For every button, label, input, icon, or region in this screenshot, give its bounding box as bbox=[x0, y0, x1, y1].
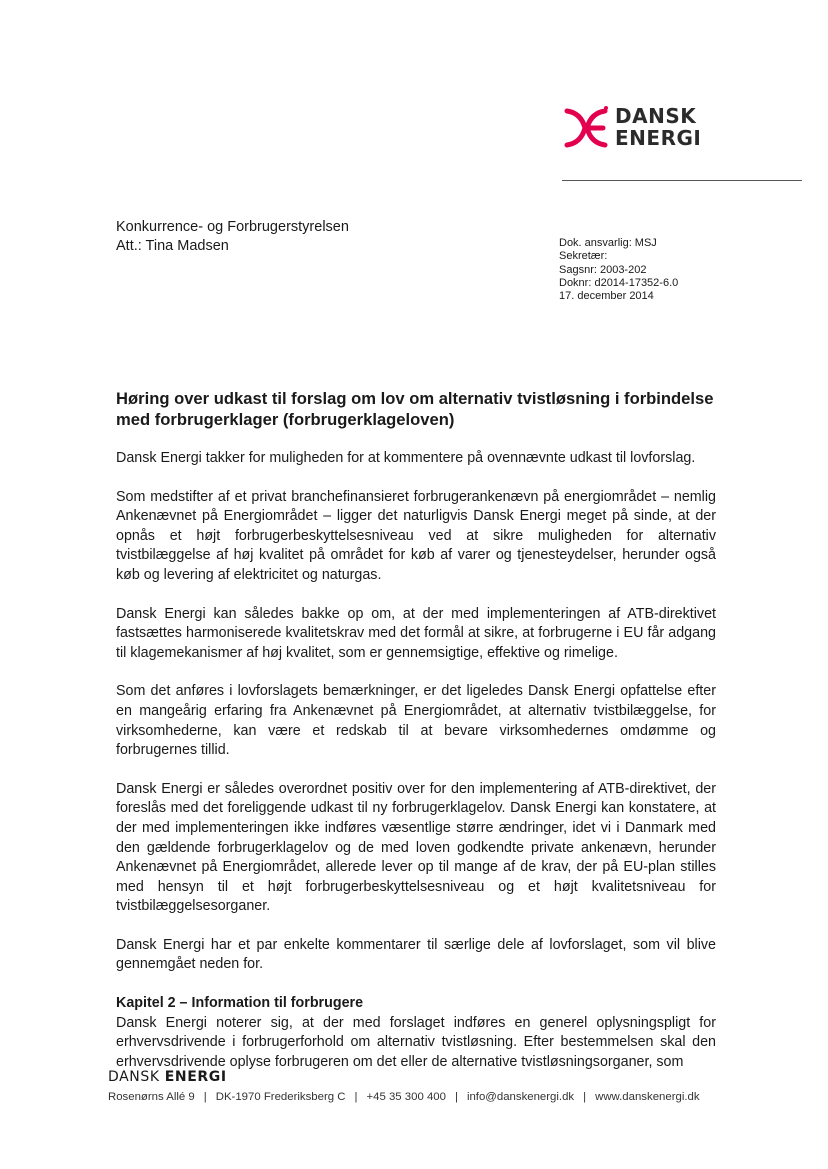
footer-separator: | bbox=[583, 1091, 587, 1103]
meta-secretary: Sekretær: bbox=[559, 250, 608, 263]
footer-phone: +45 35 300 400 bbox=[366, 1091, 446, 1103]
meta-responsible: Dok. ansvarlig: MSJ bbox=[559, 237, 657, 249]
body-paragraph: Dansk Energi kan således bakke op om, at der med implementeringen af ATB-direktivet fastsættes harmoniserede kvalitetskrav med det formål at sikre, at forbrugerne i EU får adgang til klagemekanismer af høj kvalitet, som er gennemsigtige, effektive og rimelige. bbox=[116, 605, 716, 661]
recipient-block bbox=[116, 218, 349, 256]
page-footer bbox=[108, 1069, 700, 1103]
footer-brand-energi: ENERGI bbox=[164, 1069, 227, 1085]
logo-line-1: DANSK bbox=[615, 104, 697, 128]
body-paragraph: Dansk Energi takker for muligheden for at kommentere på ovennævnte udkast til lovforslag. bbox=[116, 450, 696, 466]
footer-brand bbox=[108, 1069, 700, 1085]
footer-separator: | bbox=[203, 1091, 207, 1103]
footer-address: Rosenørns Allé 9 bbox=[108, 1091, 195, 1103]
section-paragraph: Dansk Energi noterer sig, at der med forslaget indføres en generel oplysningspligt for erhvervsdrivende i forbrugerforhold om alternativ tvistløsning. Efter bestemmelsen skal den erhvervsdrivende oplyse forbrugeren om det eller de alternative tvistløsningsorganer, som bbox=[116, 1014, 716, 1070]
footer-city: DK-1970 Frederiksberg C bbox=[215, 1091, 346, 1103]
meta-document-number: Doknr: d2014-17352-6.0 bbox=[559, 276, 679, 289]
footer-brand-dansk: DANSK bbox=[108, 1069, 160, 1085]
meta-date: 17. december 2014 bbox=[559, 290, 654, 303]
body-paragraph: Dansk Energi har et par enkelte kommentarer til særlige dele af lovforslaget, som vil blive gennemgået neden for. bbox=[116, 936, 716, 973]
letter-title: Høring over udkast til forslag om lov om alternativ tvistløsning i forbindelse med forbrugerklager (forbrugerklageloven) bbox=[116, 389, 714, 429]
footer-web-link[interactable]: www.danskenergi.dk bbox=[595, 1091, 700, 1103]
recipient-attention: Att.: Tina Madsen bbox=[116, 238, 229, 254]
footer-contact-line bbox=[108, 1091, 700, 1103]
body-paragraph: Dansk Energi er således overordnet positiv over for den implementering af ATB-direktivet, der foreslås med det foreliggende udkast til ny forbrugerklagelov. Dansk Energi kan konstatere, at der med implementeringen ikke indføres væsentlige større ændringer, idet vi i Danmark med den gældende forbrugerklagelov og de med loven godkendte private ankenævn, herunder Ankenævnet på Energiområdet, allerede lever op til mange af de krav, der på EU-plan stilles med hensyn til et højt forbrugerbeskyttelsesniveau og et højt kvalitetsniveau for tvistbilæggelsesorganer. bbox=[116, 780, 716, 915]
document-metadata bbox=[559, 237, 678, 303]
body-paragraph: Som det anføres i lovforslagets bemærkninger, er det ligeledes Dansk Energi opfattelse efter en mangeårig erfaring fra Ankenævnet på Energiområdet, at alternativ tvistbilæggelse, for virksomhederne, kan være et redskab til at bevare virksomhedernes omdømme og forbrugernes tillid. bbox=[116, 683, 716, 759]
recipient-organisation: Konkurrence- og Forbrugerstyrelsen bbox=[116, 219, 349, 235]
letter-body bbox=[116, 388, 716, 1091]
footer-email-link[interactable]: info@danskenergi.dk bbox=[466, 1091, 575, 1103]
logo-line-2: ENERGI bbox=[615, 126, 702, 150]
footer-separator: | bbox=[454, 1091, 458, 1103]
dansk-energi-logo bbox=[563, 104, 701, 152]
dansk-energi-logo-icon bbox=[563, 105, 609, 151]
meta-case-number: Sagsnr: 2003-202 bbox=[559, 263, 647, 276]
footer-separator: | bbox=[354, 1091, 358, 1103]
header-rule bbox=[562, 180, 802, 181]
section-heading: Kapitel 2 – Information til forbrugere bbox=[116, 995, 364, 1012]
body-paragraph: Som medstifter af et privat branchefinansieret forbrugerankenævn på energiområdet – nemlig Ankenævnet på Energiområdet – ligger det naturligvis Dansk Energi meget på sinde, at der opnås et højt forbrugerbeskyttelsesniveau ved at sikre muligheden for alternativ tvistbilæggelse af høj kvalitet på området for køb af varer og tjenesteydelser, herunder også køb og levering af elektricitet og naturgas. bbox=[116, 488, 716, 583]
logo-wordmark bbox=[615, 106, 701, 150]
